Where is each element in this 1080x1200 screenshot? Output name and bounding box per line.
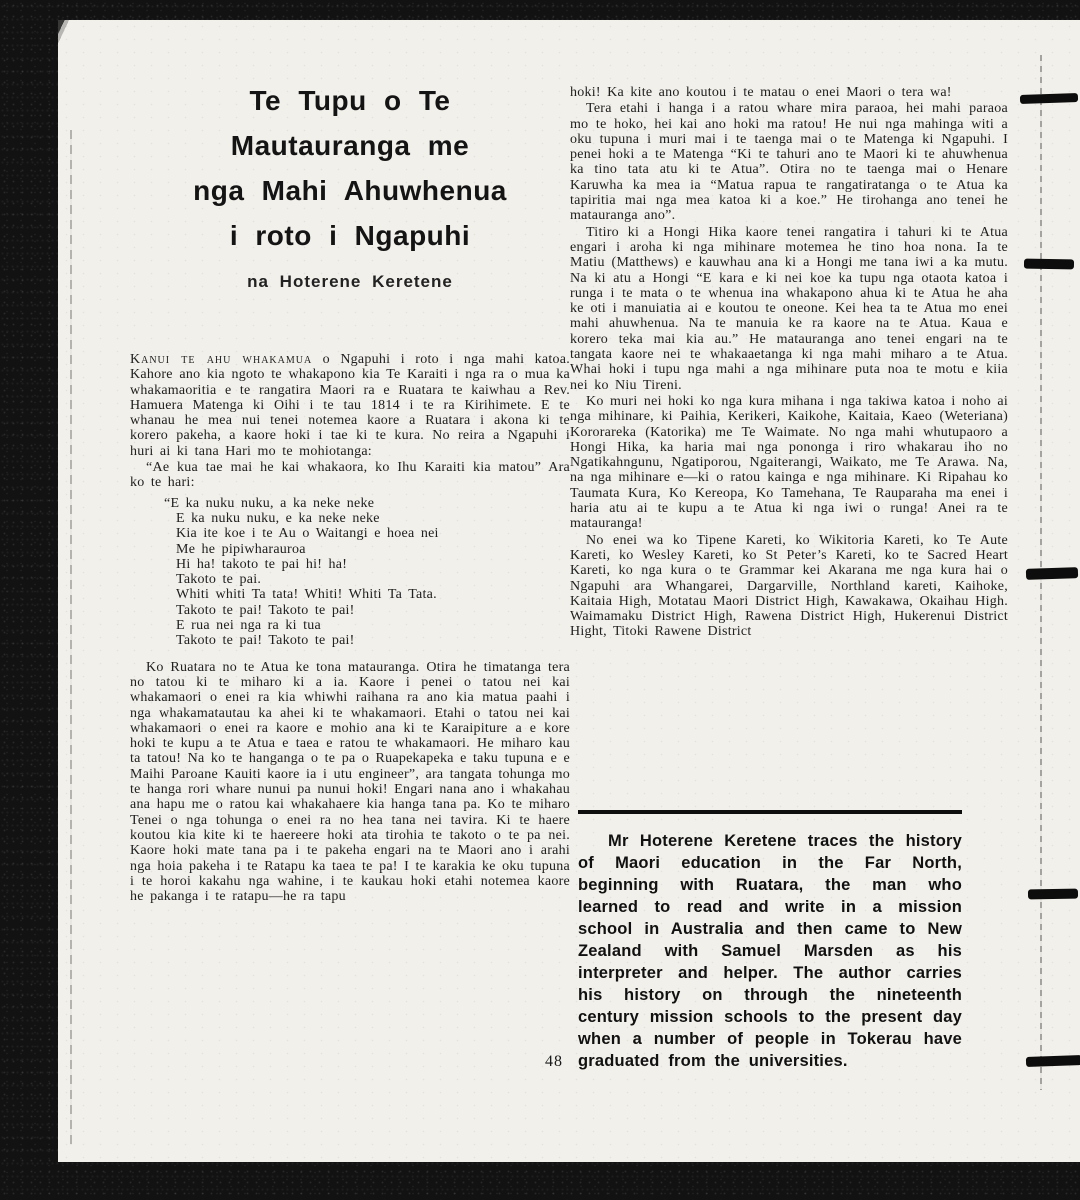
paragraph-lead-smallcaps: Kanui te ahu whakamua bbox=[130, 352, 313, 367]
binding-mark bbox=[1024, 259, 1074, 270]
paragraph: Ko Ruatara no te Atua ke tona matauranga. Otira he timatanga tera no tatou ki te miharo ki a ia. Kaore i penei o tatou nei kai whakamaori o enei ra kia whiwhi raihana ra ano kia matua paahi i nga whakamatautau ka ahei ki te whakamaori. Etahi o tatou nei kai whakamaori o enei ra kaore e mohio ana ki te Karaipiture a e kore hoki te kupu a te Atua e taea e ratou te whakamaori. He miharo kau ta tatou! Na ko te hanganga o te pa o Ruapekapeka e taku tupuna e e Maihi Paroane Kauiti kaore ia i utu engineer”, ara tangata tohunga mo te hanga rori whare nunui pa nunui hoki! Engari nana ano i whakahau ana hapu me o ratou kai whakahaere kia hanga tana pa. Ko te miharo Tenei o nga tohunga o enei ra no hea tana nei tavira. Ki te haere koutou kia kite ki te haereere hoki ata tirohia te takoto o te pa nei. Kaore hoki mate tana pa i te pakeha engari na te Maori ano i arahi nga hoia pakeha i te Ratapu ka taea te pa! I te karakia ke oku tupuna i te horoi kakahu nga wahine, i te kaukau hoki etahi notemea kaore he pakanga i te ratapu—he ra tapu bbox=[130, 659, 570, 905]
paragraph bbox=[130, 352, 570, 459]
verse-line: E rua nei nga ra ki tua bbox=[176, 618, 321, 634]
page bbox=[58, 20, 1080, 1162]
verse-line: Hi ha! takoto te pai hi! ha! bbox=[176, 556, 348, 572]
paragraph: Ko muri nei hoki ko nga kura mihana i nga takiwa katoa i noho ai nga mihinare, ki Paihia, Kerikeri, Kaikohe, Kaitaia, Kaeo (Weteriana) Kororareka (Katorika) me Te Waimate. No nga mahi whutupaoro a Hongi Hika, ka haria mai nga pononga i riro whakarau iho no Ngatikahngunu, Ngatiporou, Ngaiterangi, Waikato, me Te Arawa. Na, na nga mihinare e—ki o ratou kainga e nga mihinare. Ki Ripahau ko Taumata Kura, Ko Kereopa, Ko Tamehana, Te Rauparaha ma enei i haria atu ai te kupu a te Atua ki nga iwi o runga! Anei ra te matauranga! bbox=[570, 393, 1008, 532]
paragraph-text: o Ngapuhi i roto i nga mahi katoa. Kahore ano kia ngoto te whakapono kia Te Karaiti i nga ra o mua ka whakamaoritia e te rangatira Maori ra e Ruatara te kaiwhau a Rev. Hamuera Matenga ki Oihi i te tau 1814 i te ra Kirihimete. E te whanau he mea nui tenei notemea kaore a Ruatara i akona ki te korero pakeha, a kaore hoki i tae ki te kura. No reira a Ngapuhi i huri ai ki tana Hari mo te mohiotanga: bbox=[130, 352, 570, 459]
right-column bbox=[570, 84, 1008, 640]
binding-mark bbox=[1026, 567, 1078, 580]
binding-mark bbox=[1028, 889, 1078, 900]
verse-line: Takoto te pai! Takoto te pai! bbox=[176, 633, 355, 649]
article-title bbox=[130, 78, 570, 258]
scan-corner-smudge bbox=[58, 20, 84, 80]
verse-line: Whiti whiti Ta tata! Whiti! Whiti Ta Tata. bbox=[176, 587, 437, 603]
verse-line: “E ka nuku nuku, a ka neke neke bbox=[164, 495, 375, 511]
article-byline: na Hoterene Keretene bbox=[247, 272, 453, 291]
verse-line: Takoto te pai! Takoto te pai! bbox=[176, 602, 355, 618]
summary-divider-rule bbox=[578, 810, 962, 814]
title-line: i roto i Ngapuhi bbox=[229, 220, 471, 251]
editor-summary-box bbox=[578, 810, 962, 1072]
verse-line: Kia ite koe i te Au o Waitangi e hoea nei bbox=[176, 526, 439, 542]
verse-line: E ka nuku nuku, e ka neke neke bbox=[176, 510, 380, 526]
paragraph: Titiro ki a Hongi Hika kaore tenei rangatira i tahuri ki te Atua engari i aroha ki nga mihinare motemea he tino hoa nona. Ia te Matiu (Matthews) e kauwhau ana ki a Hongi me tana iwi a ka mutu. Na ki atu a Hongi “E kara e ki nei koe ka tupu nga otaota katoa i runga i te mata o te whenua ina whakapono ahua ki te Atua he aha ke oti i manuiatia ai e koutou te oneone. Kei hea ta te Atua mo enei mahi ahuwhenua. Na te manuia ke ra kaore na te Atua. Kaua e korero teka mai kia au.” He matauranga ano tenei engari na te tangata kaore nei te whakaaetanga ki nga mahi miharo a te Atua. Whai hoki i tupu nga mahi a nga mihinare puta noa te motu e kiia nei ko Niu Tireni. bbox=[570, 224, 1008, 393]
title-line: Mautauranga me bbox=[230, 130, 470, 161]
paragraph: hoki! Ka kite ano koutou i te matau o enei Maori o tera wa! bbox=[570, 85, 952, 100]
left-column bbox=[130, 78, 570, 904]
title-line: nga Mahi Ahuwhenua bbox=[193, 175, 507, 206]
verse-block bbox=[164, 495, 570, 649]
paragraph: “Ae kua tae mai he kai whakaora, ko Ihu Karaiti kia matou” Ara ko te hari: bbox=[130, 460, 570, 491]
verse-line: Takoto te pai. bbox=[176, 572, 262, 588]
binding-mark bbox=[1026, 1055, 1080, 1067]
page-number: 48 bbox=[545, 1053, 563, 1070]
title-line: Te Tupu o Te bbox=[249, 85, 451, 116]
paragraph: No enei wa ko Tipene Kareti, ko Wikitoria Kareti, ko Te Aute Kareti, ko Wesley Kareti, ko St Peter’s Kareti, ko te Sacred Heart Kareti, ko nga kura o te Grammar kei Akarana me nga kura hai o Ngapuhi ara Whangarei, Dargarville, Northland kareti, Kaihoke, Kaitaia High, Motatau Maori District High, Kawakawa, Okaihau High. Waimamaku District High, Rawena District High, Hukerenui District Hight, Titoki Rawene District bbox=[570, 532, 1008, 640]
summary-text: Mr Hoterene Keretene traces the history of Maori education in the Far North, beginning with Ruatara, the man who learned to read and write in a mission school in Australia and then came to New Zealand with Samuel Marsden as his interpreter and helper. The author carries his history on through the nineteenth century mission schools to the present day when a number of people in Tokerau have graduated from the universities. bbox=[578, 832, 962, 1070]
verse-line: Me he pipiwharauroa bbox=[176, 541, 306, 557]
paragraph: Tera etahi i hanga i a ratou whare mira paraoa, hei mahi paraoa mo te hoko, hei kai ano hoki ma ratou! He nui nga mahinga witi a oku tupuna i muri mai i te taenga mai o te Matenga ki Ngapuhi. I penei hoki a te Matenga “Ki te tahuri ano te Maori ki te ahuwhenua ka tino tata atu ki te Atua”. Otira no te taenga mai o Henare Karuwha ka mea ia “Matua rapua te rangatiratanga o te Atua ka tapiritia mai nga mea katoa ki a koe.” He tirohanga ano tenei he matauranga ano”. bbox=[570, 101, 1008, 224]
scan-scratch-line bbox=[70, 130, 72, 1145]
